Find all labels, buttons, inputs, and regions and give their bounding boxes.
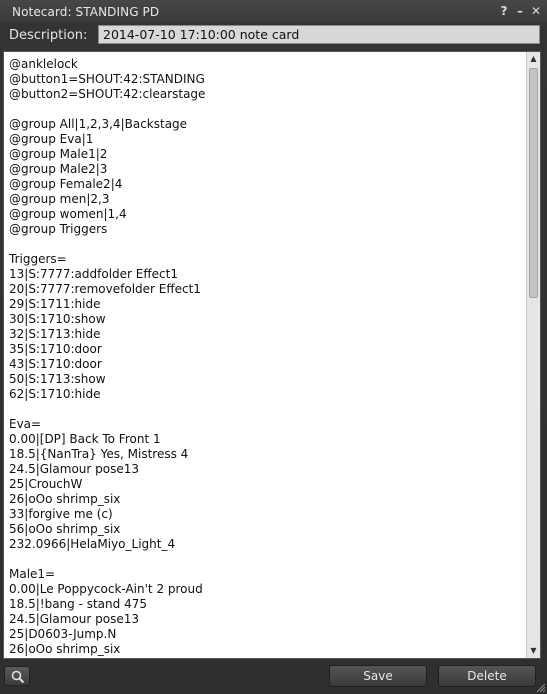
help-button[interactable]: ? (500, 4, 508, 18)
notecard-line: 26|oOo shrimp_six (9, 492, 121, 506)
notecard-line: 24.5|Glamour pose13 (9, 462, 139, 476)
bottom-toolbar (0, 660, 547, 694)
notecard-line: @group Male2|3 (9, 162, 108, 176)
notecard-line: Eva= (9, 417, 42, 431)
notecard-line (9, 237, 521, 252)
save-button[interactable]: Save (329, 665, 427, 687)
window-title: Notecard: STANDING PD (12, 5, 160, 19)
notecard-line: 43|S:1710:door (9, 357, 102, 371)
title-bar[interactable] (0, 0, 547, 24)
search-button[interactable] (4, 666, 30, 686)
scroll-up-arrow-icon[interactable]: ▲ (530, 54, 537, 63)
delete-button[interactable]: Delete (438, 665, 536, 687)
notecard-line: @group Triggers (9, 222, 108, 236)
notecard-line: 25|D0603-Jump.N (9, 627, 117, 641)
notecard-line: @group men|2,3 (9, 192, 110, 206)
notecard-line: 56|oOo shrimp_six (9, 522, 121, 536)
notecard-line: @button1=SHOUT:42:STANDING (9, 72, 205, 86)
search-icon (11, 670, 25, 684)
notecard-line: @group Eva|1 (9, 132, 94, 146)
notecard-line: 0.00|[DP] Back To Front 1 (9, 432, 161, 446)
resize-grip-icon[interactable] (535, 682, 545, 692)
notecard-line: @button2=SHOUT:42:clearstage (9, 87, 206, 101)
notecard-line (9, 102, 521, 117)
notecard-line: 30|S:1710:show (9, 312, 106, 326)
notecard-line: 33|forgive me (c) (9, 507, 113, 521)
notecard-editor[interactable] (3, 51, 541, 659)
notecard-line: 24.5|Glamour pose13 (9, 612, 139, 626)
notecard-line: Triggers= (9, 252, 67, 266)
notecard-line: 18.5|{NanTra} Yes, Mistress 4 (9, 447, 189, 461)
notecard-line: Male1= (9, 567, 56, 581)
notecard-line: 25|CrouchW (9, 477, 83, 491)
notecard-line: 32|S:1713:hide (9, 327, 101, 341)
notecard-line: 0.00|Le Poppycock-Ain't 2 proud (9, 582, 203, 596)
notecard-text[interactable] (9, 57, 521, 657)
notecard-line (9, 552, 521, 567)
notecard-line: 18.5|!bang - stand 475 (9, 597, 147, 611)
notecard-line: 50|S:1713:show (9, 372, 106, 386)
description-label: Description: (9, 28, 88, 43)
notecard-line (9, 402, 521, 417)
notecard-line: 20|S:7777:removefolder Effect1 (9, 282, 201, 296)
notecard-line: @group Female2|4 (9, 177, 123, 191)
notecard-line: @anklelock (9, 57, 78, 71)
vertical-scrollbar[interactable] (526, 52, 540, 658)
notecard-line: @group All|1,2,3,4|Backstage (9, 117, 188, 131)
notecard-line: 35|S:1710:door (9, 342, 102, 356)
notecard-line: 62|S:1710:hide (9, 387, 101, 401)
notecard-line: 29|S:1711:hide (9, 297, 101, 311)
notecard-line: 13|S:7777:addfolder Effect1 (9, 267, 178, 281)
close-button[interactable]: ✕ (530, 4, 542, 18)
minimize-button[interactable]: – (517, 4, 523, 18)
notecard-line: @group Male1|2 (9, 147, 108, 161)
scroll-down-arrow-icon[interactable]: ▼ (530, 646, 537, 655)
notecard-line: @group women|1,4 (9, 207, 127, 221)
notecard-line: 232.0966|HelaMiyo_Light_4 (9, 537, 176, 551)
scrollbar-thumb[interactable] (529, 68, 538, 298)
notecard-line: 26|oOo shrimp_six (9, 642, 121, 656)
description-input[interactable]: 2014-07-10 17:10:00 note card (98, 25, 540, 44)
